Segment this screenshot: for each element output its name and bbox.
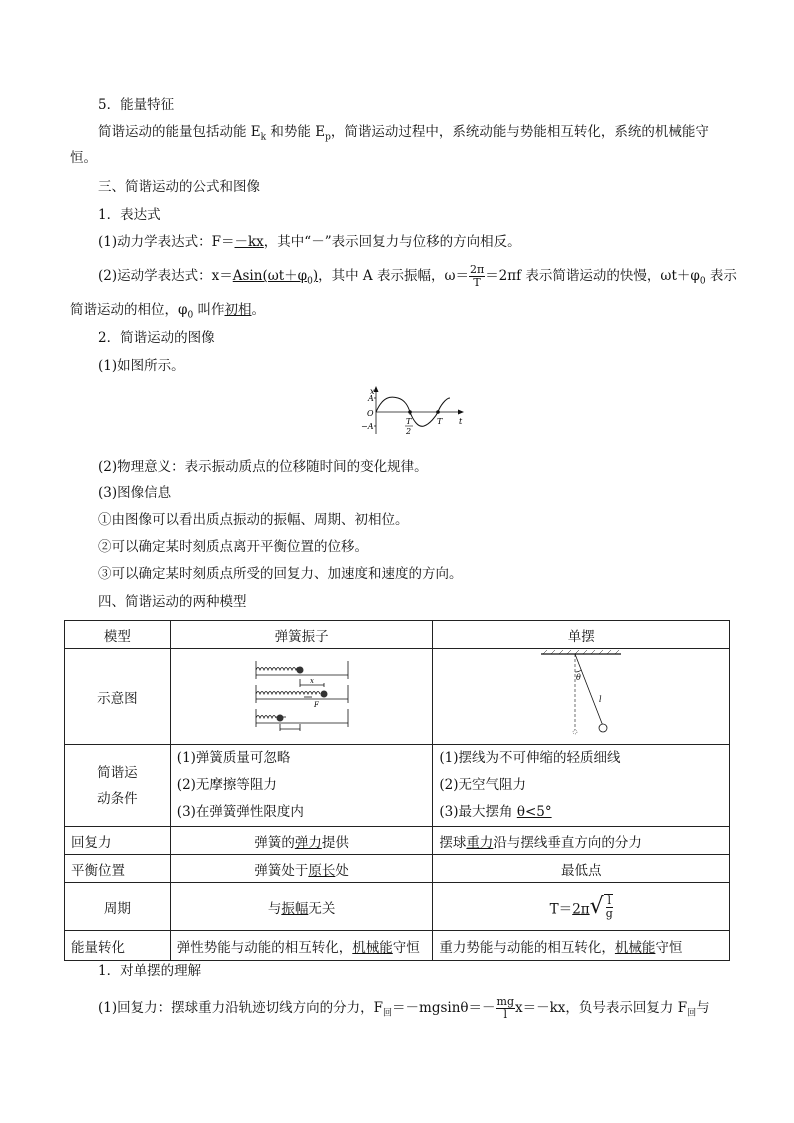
- pendulum-angle-label: θ: [576, 672, 582, 682]
- pendulum-conditions-cell: [433, 745, 730, 827]
- spring-equilibrium: 弹簧处于原长处: [170, 855, 433, 883]
- pendulum-restoring-force: 摆球重力沿与摆线垂直方向的分力: [433, 827, 730, 855]
- row-label-diagram: 示意图: [65, 649, 171, 745]
- dynamics-expression: (1)动力学表达式：F＝－kx，其中“－”表示回复力与位移的方向相反。: [98, 234, 521, 250]
- energy-paragraph-line1: 简谐运动的能量包括动能 $E_k$ 和势能 $E_p$，简谐运动过程中，系统动能与势能相互转化，系统的机械能守: [98, 124, 709, 143]
- spring-period: 与振幅无关: [170, 883, 433, 931]
- graph-info-b: ②可以确定某时刻质点离开平衡位置的位移。: [98, 539, 368, 555]
- graph-item-3: (3)图像信息: [98, 485, 172, 501]
- section-4-title: 四、简谐运动的两种模型: [98, 594, 247, 610]
- graph-neg-amplitude-label: −A: [361, 422, 374, 431]
- spring-conditions-cell: [170, 745, 433, 827]
- row-label-period: 周期: [65, 883, 171, 931]
- graph-info-c: ③可以确定某时刻质点所受的回复力、加速度和速度的方向。: [98, 566, 463, 582]
- spring-condition-2: (2)无摩擦等阻力: [176, 777, 277, 793]
- header-spring: 弹簧振子: [170, 621, 433, 649]
- pendulum-diagram-cell: [433, 649, 730, 745]
- spring-condition-3: (3)在弹簧弹性限度内: [176, 804, 304, 820]
- section-5-title: 5．能量特征: [98, 97, 175, 113]
- graph-half-period-num: T: [406, 417, 412, 426]
- pendulum-understanding-title: 1．对单摆的理解: [98, 963, 202, 979]
- spring-condition-1: (1)弹簧质量可忽略: [176, 750, 291, 766]
- graph-heading: 2．简谐运动的图像: [98, 330, 215, 346]
- table-row-equilibrium: [65, 855, 730, 883]
- graph-half-period-den: 2: [406, 427, 412, 436]
- expression-heading: 1．表达式: [98, 207, 161, 223]
- table-row-energy: [65, 931, 730, 961]
- mg-over-l-fraction: $\frac{mg}{l}$: [496, 995, 515, 1021]
- sine-graph: [358, 384, 468, 438]
- pendulum-energy: 重力势能与动能的相互转化，机械能守恒: [433, 931, 730, 961]
- graph-item-2: (2)物理意义：表示振动质点的位移随时间的变化规律。: [98, 459, 428, 475]
- row-label-equilibrium: 平衡位置: [65, 855, 171, 883]
- energy-paragraph-line2: 恒。: [70, 150, 97, 166]
- phase-line: 简谐运动的相位，$\varphi_0$ 叫作初相。: [70, 302, 265, 321]
- models-table: [64, 620, 730, 961]
- pendulum-condition-3: (3)最大摆角 θ<5°: [439, 804, 552, 820]
- row-label-conditions: 简谐运 动条件: [65, 745, 171, 827]
- graph-amplitude-label: A: [368, 394, 374, 403]
- table-row-period: [65, 883, 730, 931]
- graph-axis-x-label: x: [370, 387, 375, 396]
- graph-period-label: T: [437, 417, 443, 426]
- spring-restoring-force: 弹簧的弹力提供: [170, 827, 433, 855]
- graph-info-a: ①由图像可以看出质点振动的振幅、周期、初相位。: [98, 512, 409, 528]
- section-3-title: 三、简谐运动的公式和图像: [98, 179, 260, 195]
- pendulum-equilibrium: 最低点: [433, 855, 730, 883]
- pendulum-length-label: l: [599, 694, 602, 704]
- graph-time-label: t: [459, 417, 463, 426]
- header-model: 模型: [65, 621, 171, 649]
- table-row-restoring-force: [65, 827, 730, 855]
- graph-origin-label: O: [367, 409, 374, 418]
- header-pendulum: 单摆: [433, 621, 730, 649]
- table-row-diagram: [65, 649, 730, 745]
- graph-item-1: (1)如图所示。: [98, 358, 185, 374]
- spring-diagram-cell: [170, 649, 433, 745]
- spring-displacement-label: x: [309, 676, 314, 685]
- table-row-conditions: [65, 745, 730, 827]
- omega-fraction: $\frac{2\pi}{T}$: [469, 263, 485, 289]
- spring-energy: 弹性势能与动能的相互转化，机械能守恒: [170, 931, 433, 961]
- pendulum-condition-1: (1)摆线为不可伸缩的轻质细线: [439, 750, 621, 766]
- table-header-row: [65, 621, 730, 649]
- pendulum-diagram: [521, 650, 641, 740]
- row-label-energy: 能量转化: [65, 931, 171, 961]
- row-label-restoring-force: 回复力: [65, 827, 171, 855]
- spring-oscillator-diagram: [252, 657, 352, 733]
- pendulum-condition-2: (2)无空气阻力: [439, 777, 527, 793]
- kinematics-expression: (2)运动学表达式：$x=Asin(\omega t+\varphi_0)$，其中 A 表示振幅，ω＝ $\frac{2\pi}{T}$ ＝2πf 表示简谐运动的快慢，$\omega t+\varphi_0$ 表示: [98, 263, 737, 289]
- spring-force-label: F: [313, 700, 319, 709]
- pendulum-period-formula: T＝2π √ $\frac{l}{g}$: [433, 883, 730, 931]
- restoring-force-formula: (1)回复力：摆球重力沿轨迹切线方向的分力，$F_回=-mgsin\theta=-$ $\frac{mg}{l}$ x＝－kx，负号表示回复力 $F_回$与: [98, 995, 710, 1021]
